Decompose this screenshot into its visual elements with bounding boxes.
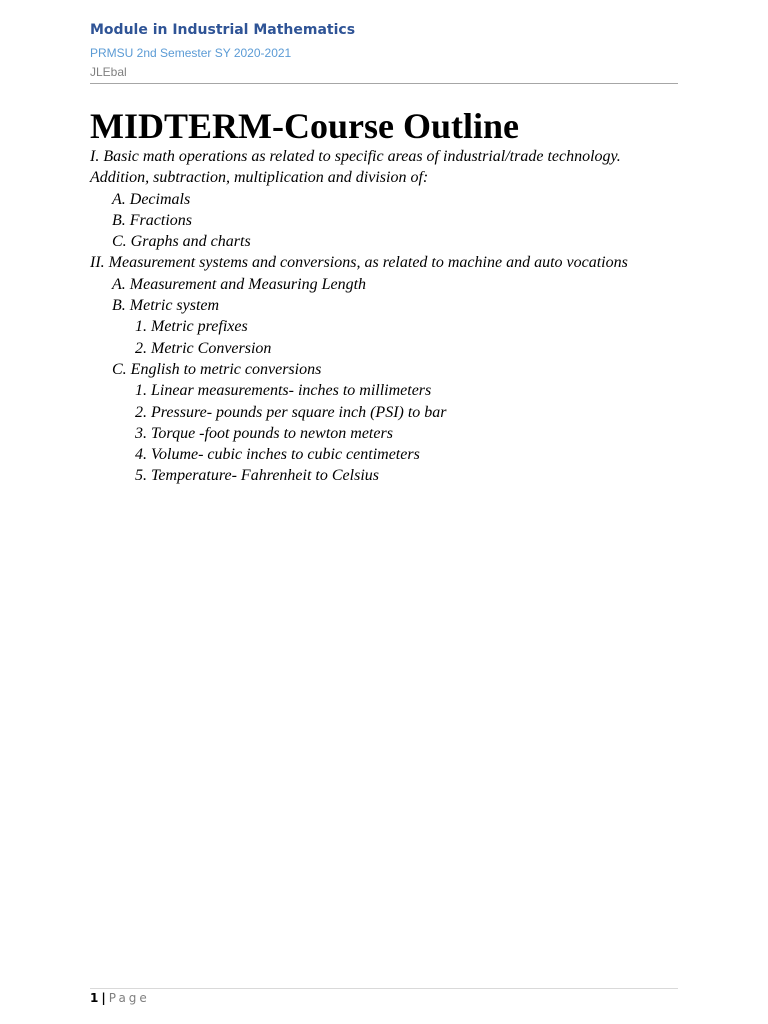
outline-item: 4. Volume- cubic inches to cubic centimeters: [135, 446, 420, 464]
outline-item: C. English to metric conversions: [112, 360, 322, 378]
outline-item: 2. Pressure- pounds per square inch (PSI) to bar: [135, 403, 447, 421]
course-outline: [90, 146, 690, 487]
page-footer: [90, 990, 150, 1006]
outline-item: Addition, subtraction, multiplication and division of:: [90, 169, 429, 187]
outline-item: C. Graphs and charts: [112, 233, 251, 251]
header-author: JLEbal: [90, 65, 127, 79]
outline-item: A. Decimals: [112, 190, 191, 208]
page-label: Page: [108, 991, 150, 1005]
outline-item: I. Basic math operations as related to specific areas of industrial/trade technology.: [90, 148, 621, 165]
footer-divider: [90, 988, 678, 989]
footer-separator: |: [101, 991, 106, 1005]
outline-item: A. Measurement and Measuring Length: [112, 275, 367, 293]
outline-item: B. Metric system: [112, 297, 220, 315]
outline-item: 1. Linear measurements- inches to millimeters: [135, 382, 432, 400]
outline-item: II. Measurement systems and conversions, as related to machine and auto vocations: [90, 254, 628, 272]
outline-item: B. Fractions: [112, 211, 192, 229]
header-title: Module in Industrial Mathematics: [90, 22, 356, 38]
page-header: [90, 20, 678, 80]
outline-item: 1. Metric prefixes: [135, 318, 248, 336]
header-divider: [90, 83, 678, 84]
outline-item: 3. Torque -foot pounds to newton meters: [135, 424, 393, 442]
outline-item: 5. Temperature- Fahrenheit to Celsius: [135, 467, 379, 485]
document-title: MIDTERM-Course Outline: [90, 106, 519, 146]
outline-item: 2. Metric Conversion: [135, 339, 272, 357]
header-subtitle: PRMSU 2nd Semester SY 2020-2021: [90, 46, 292, 60]
page-number: 1: [90, 991, 99, 1005]
